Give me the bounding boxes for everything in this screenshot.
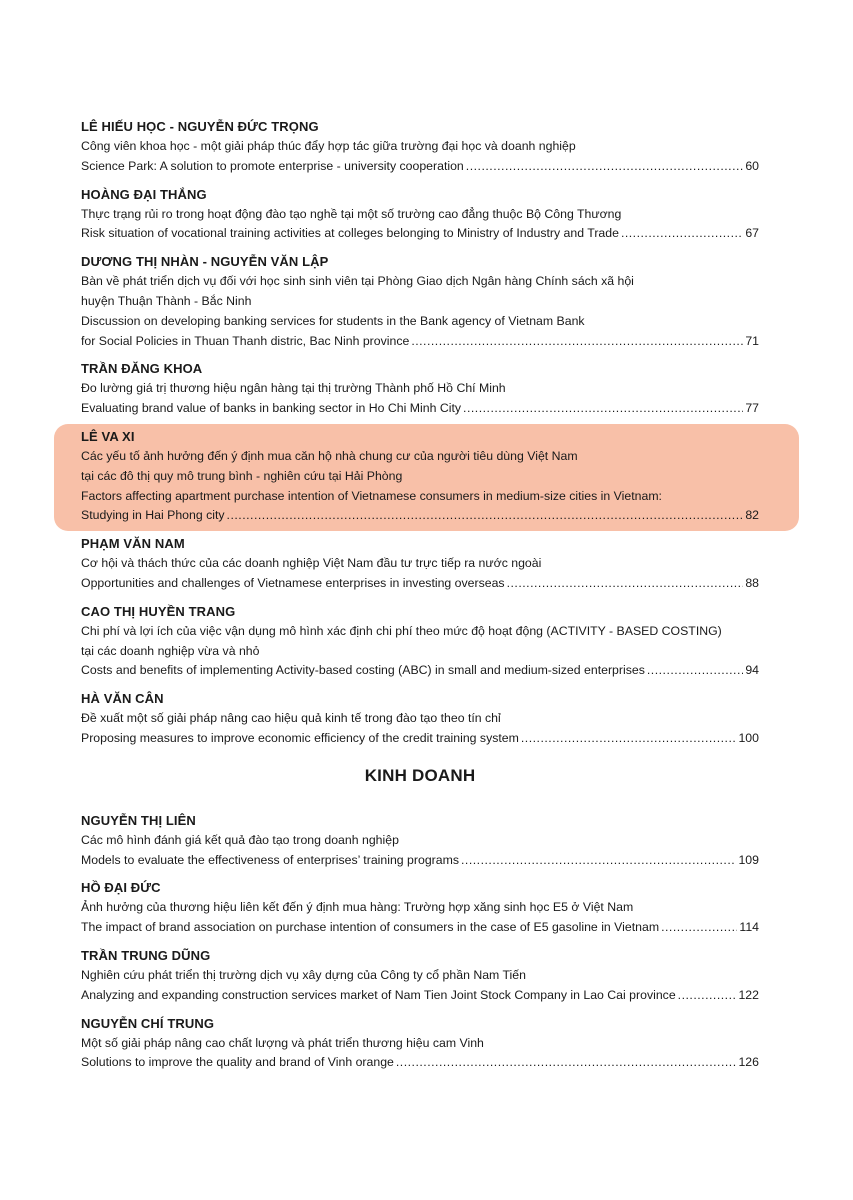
entry-title-en: Costs and benefits of implementing Activity-based costing (ABC) in small and medium-sized enterprises: [81, 663, 645, 678]
entry-title-en: for Social Policies in Thuan Thanh distric, Bac Ninh province: [81, 333, 410, 348]
entry-title-en: Proposing measures to improve economic efficiency of the credit training system: [81, 730, 519, 745]
entry-author: LÊ VA XI: [81, 428, 135, 444]
dot-leader: [461, 851, 736, 871]
entry-title-en: Opportunities and challenges of Vietnamese enterprises in investing overseas: [81, 575, 505, 590]
dot-leader: [521, 729, 737, 749]
entry-author: TRẦN TRUNG DŨNG: [81, 947, 211, 963]
entry-title-vi: Các yếu tố ảnh hưởng đến ý định mua căn hộ nhà chung cư của người tiêu dùng Việt Nam: [81, 448, 578, 463]
entry-title-en-last: [81, 729, 759, 749]
entry-author: CAO THỊ HUYỀN TRANG: [81, 603, 236, 619]
page-number[interactable]: 100: [738, 730, 759, 745]
entry-title-en-last: [81, 399, 759, 419]
entry-author: HỒ ĐẠI ĐỨC: [81, 880, 161, 896]
page-number[interactable]: 60: [745, 158, 759, 173]
page-number[interactable]: 67: [745, 226, 759, 241]
dot-leader: [621, 224, 743, 244]
page-number[interactable]: 71: [745, 333, 759, 348]
entry-title-en: Studying in Hai Phong city: [81, 508, 225, 523]
entry-title-en-last: [81, 986, 759, 1006]
page-number[interactable]: 126: [738, 1055, 759, 1070]
entry-title-vi: tại các doanh nghiệp vừa và nhỏ: [81, 643, 260, 658]
entry-title-en: Risk situation of vocational training activities at colleges belonging to Ministry of Industry and Trade: [81, 226, 619, 241]
entry-title-en-last: [81, 851, 759, 871]
entry-title-en: Evaluating brand value of banks in banking sector in Ho Chi Minh City: [81, 401, 462, 416]
entry-title-vi: Đề xuất một số giải pháp nâng cao hiệu quả kinh tế trong đào tạo theo tín chỉ: [81, 711, 501, 726]
toc-entry[interactable]: [81, 946, 759, 1006]
entry-title-vi: huyện Thuận Thành - Bắc Ninh: [81, 293, 252, 308]
entry-title-en: Analyzing and expanding construction services market of Nam Tien Joint Stock Company in Lao Cai province: [81, 987, 676, 1002]
section-title: KINH DOANH: [364, 765, 476, 785]
entry-title-en-last: [81, 918, 759, 938]
entry-author: LÊ HIẾU HỌC - NGUYỄN ĐỨC TRỌNG: [81, 119, 319, 134]
entry-title-en: Models to evaluate the effectiveness of enterprises’ training programs: [81, 852, 459, 867]
page-number[interactable]: 88: [745, 575, 759, 590]
toc-entry[interactable]: [81, 689, 759, 749]
page-number[interactable]: 82: [745, 508, 759, 523]
entry-title-en-last: [81, 1053, 759, 1073]
dot-leader: [507, 574, 744, 594]
dot-leader: [411, 332, 743, 352]
entry-title-en-last: [81, 506, 759, 526]
toc-entry[interactable]: [81, 427, 759, 526]
entry-author: NGUYỄN CHÍ TRUNG: [81, 1015, 215, 1031]
entry-title-en-last: [81, 157, 759, 177]
toc-group-2: [81, 811, 759, 1073]
entry-title-vi: Công viên khoa học - một giải pháp thúc đẩy hợp tác giữa trường đại học và doanh nghiệp: [81, 139, 576, 153]
page-number[interactable]: 122: [738, 987, 759, 1002]
entry-title-en-last: [81, 661, 759, 681]
entry-title-vi: tại các đô thị quy mô trung bình - nghiên cứu tại Hải Phòng: [81, 468, 403, 483]
entry-title-vi: Bàn về phát triển dịch vụ đối với học sinh sinh viên tại Phòng Giao dịch Ngân hàng Chính sách xã hội: [81, 274, 634, 289]
dot-leader: [647, 661, 743, 681]
entry-title-en: The impact of brand association on purchase intention of consumers in the case of E5 gasoline in Vietnam: [81, 920, 660, 935]
entry-author: HÀ VĂN CÂN: [81, 691, 164, 707]
toc-entry[interactable]: [81, 811, 759, 871]
toc-entry[interactable]: [81, 117, 759, 177]
dot-leader: [227, 506, 744, 526]
page-number[interactable]: 77: [745, 401, 759, 416]
entry-title-vi: Thực trạng rủi ro trong hoạt động đào tạo nghề tại một số trường cao đẳng thuộc Bộ Công Thương: [81, 206, 622, 221]
entry-title-en: Solutions to improve the quality and brand of Vinh orange: [81, 1055, 394, 1070]
toc-group-1: [81, 117, 759, 749]
entry-title-en-last: [81, 224, 759, 244]
entry-title-en-last: [81, 574, 759, 594]
entry-title-vi: Một số giải pháp nâng cao chất lượng và phát triển thương hiệu cam Vinh: [81, 1035, 484, 1050]
toc-entry[interactable]: [81, 252, 759, 351]
entry-author: DƯƠNG THỊ NHÀN - NGUYỄN VĂN LẬP: [81, 254, 329, 270]
dot-leader: [466, 157, 744, 177]
entry-title-en: Science Park: A solution to promote enterprise - university cooperation: [81, 158, 464, 173]
entry-title-vi: Các mô hình đánh giá kết quả đào tạo trong doanh nghiệp: [81, 832, 399, 847]
toc-entry[interactable]: [81, 534, 759, 594]
dot-leader: [661, 918, 737, 938]
entry-title-vi: Ảnh hưởng của thương hiệu liên kết đến ý định mua hàng: Trường hợp xăng sinh học E5 ở Việt Nam: [81, 900, 634, 915]
entry-author: NGUYỄN THỊ LIÊN: [81, 812, 196, 828]
entry-author: PHẠM VĂN NAM: [81, 536, 185, 552]
table-of-contents: [81, 117, 759, 1081]
entry-title-en-last: [81, 332, 759, 352]
entry-title-vi: Đo lường giá trị thương hiệu ngân hàng tại thị trường Thành phố Hồ Chí Minh: [81, 381, 506, 396]
page-number[interactable]: 109: [738, 852, 759, 867]
entry-title-vi: Chi phí và lợi ích của việc vận dụng mô hình xác định chi phí theo mức độ hoạt động (ACTIVITY - BASED COSTING): [81, 623, 722, 638]
dot-leader: [463, 399, 743, 419]
toc-entry[interactable]: [81, 602, 759, 681]
dot-leader: [678, 986, 737, 1006]
entry-title-en: Discussion on developing banking services for students in the Bank agency of Vietnam Bank: [81, 313, 585, 328]
dot-leader: [396, 1053, 737, 1073]
toc-entry[interactable]: [81, 878, 759, 938]
entry-title-vi: Cơ hội và thách thức của các doanh nghiệp Việt Nam đầu tư trực tiếp ra nước ngoài: [81, 556, 542, 571]
entry-title-en: Factors affecting apartment purchase intention of Vietnamese consumers in medium-size cities in Vietnam:: [81, 488, 662, 503]
toc-entry[interactable]: [81, 1014, 759, 1074]
toc-entry[interactable]: [81, 359, 759, 419]
page-number[interactable]: 94: [745, 663, 759, 678]
toc-entry[interactable]: [81, 185, 759, 245]
entry-author: HOÀNG ĐẠI THẮNG: [81, 186, 207, 202]
entry-title-vi: Nghiên cứu phát triển thị trường dịch vụ xây dựng của Công ty cổ phần Nam Tiến: [81, 967, 526, 982]
entry-author: TRẦN ĐĂNG KHOA: [81, 361, 203, 377]
page-number[interactable]: 114: [739, 920, 759, 935]
